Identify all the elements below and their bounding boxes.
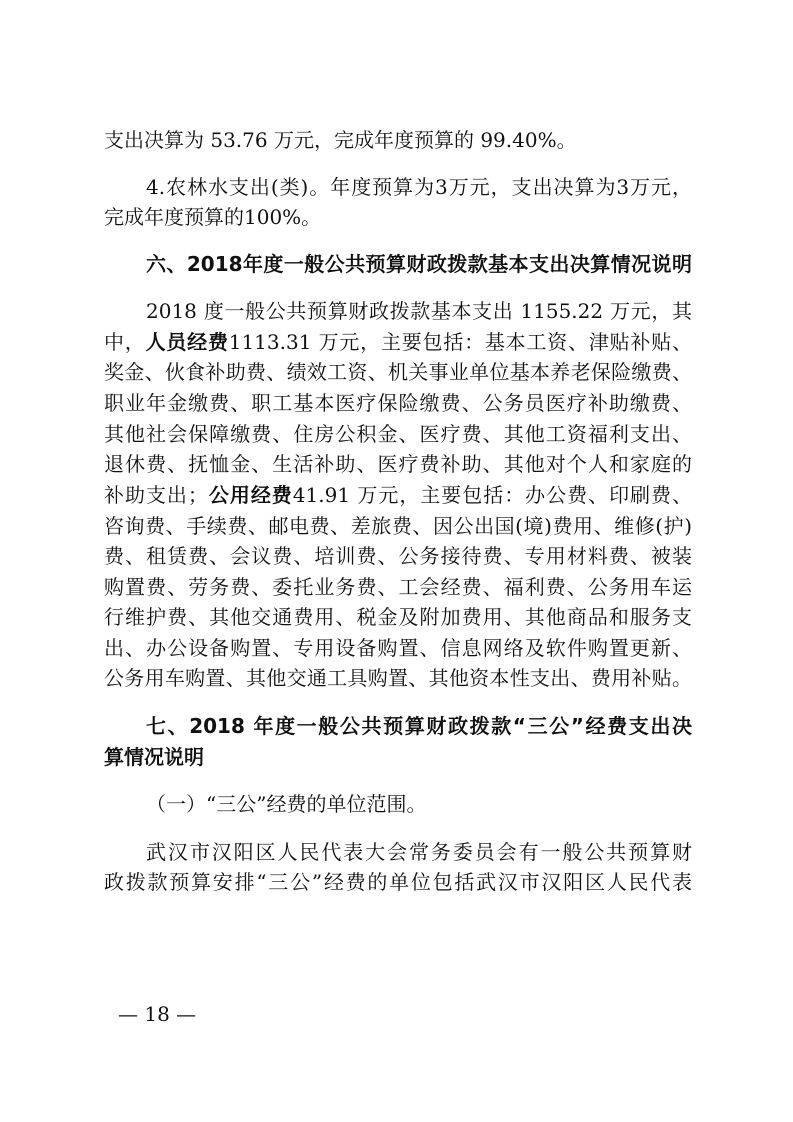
text-line: 职业年金缴费、职工基本医疗保险缴费、公务员医疗补助缴费、 [104, 391, 692, 415]
text-line: 2018 度一般公共预算财政拨款基本支出 1155.22 万元，其 [146, 299, 692, 323]
text-fragment: 41.91 万元，主要包括：办公费、印刷费、 [292, 483, 692, 507]
text-line: 行维护费、其他交通费用、税金及附加费用、其他商品和服务支 [104, 605, 692, 629]
text-line: 咨询费、手续费、邮电费、差旅费、因公出国(境)费用、维修(护) [104, 514, 692, 538]
section-heading-7: 七、2018 年度一般公共预算财政拨款“三公”经费支出决 [146, 714, 692, 738]
text-line: 4.农林水支出(类)。年度预算为3万元，支出决算为3万元， [146, 175, 692, 199]
section-heading-6: 六、2018年度一般公共预算财政拨款基本支出决算情况说明 [146, 252, 692, 276]
subsection-heading: （一）“三公”经费的单位范围。 [146, 792, 427, 816]
text-line: 费、租赁费、会议费、培训费、公务接待费、专用材料费、被装 [104, 544, 692, 568]
page-number: — 18 — [118, 1002, 197, 1026]
text-fragment: 补助支出； [104, 483, 208, 507]
text-fragment: 1113.31 万元，主要包括：基本工资、津贴补贴、 [228, 330, 692, 354]
text-line: 购置费、劳务费、委托业务费、工会经费、福利费、公务用车运 [104, 575, 692, 599]
text-line-with-emphasis [104, 328, 692, 356]
text-line: 公务用车购置、其他交通工具购置、其他资本性支出、费用补贴。 [104, 666, 692, 690]
text-line: 完成年度预算的100%。 [104, 205, 322, 229]
text-line: 奖金、伙食补助费、绩效工资、机关事业单位基本养老保险缴费、 [104, 360, 692, 384]
text-line: 武汉市汉阳区人民代表大会常务委员会有一般公共预算财 [146, 840, 692, 864]
emphasis-personnel-cost: 人员经费 [145, 330, 229, 354]
text-line: 支出决算为 53.76 万元，完成年度预算的 99.40%。 [104, 128, 577, 152]
text-fragment: 中， [104, 330, 146, 354]
text-line: 退休费、抚恤金、生活补助、医疗费补助、其他对个人和家庭的 [104, 452, 692, 476]
emphasis-public-cost: 公用经费 [207, 483, 293, 507]
text-line-with-emphasis [104, 481, 692, 509]
text-line: 其他社会保障缴费、住房公积金、医疗费、其他工资福利支出、 [104, 422, 692, 446]
text-line: 政拨款预算安排“三公”经费的单位包括武汉市汉阳区人民代表 [104, 870, 692, 894]
section-heading-7-continued: 算情况说明 [104, 745, 204, 769]
text-line: 出、办公设备购置、专用设备购置、信息网络及软件购置更新、 [104, 636, 692, 660]
